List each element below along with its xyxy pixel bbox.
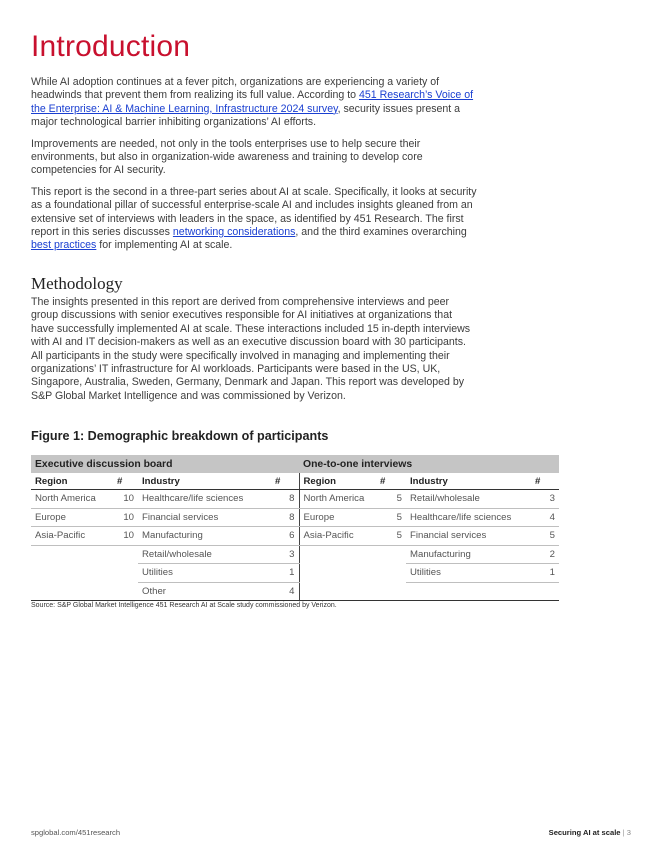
figure-source-note: Source: S&P Global Market Intelligence 451 Research AI at Scale study commissioned by Verizon.: [31, 602, 337, 609]
table-cell: Manufacturing: [406, 545, 531, 564]
table-cell: [376, 582, 406, 601]
table-cell: [531, 582, 559, 601]
networking-considerations-link[interactable]: networking considerations: [172, 226, 296, 239]
table-cell: Asia-Pacific: [31, 527, 113, 546]
table-group-header-row: [31, 455, 559, 473]
table-cell: Manufacturing: [138, 527, 271, 546]
table-cell: 2: [531, 545, 559, 564]
table-cell: 4: [531, 508, 559, 527]
table-cell: Healthcare/life sciences: [138, 490, 271, 509]
table-cell: Retail/wholesale: [138, 545, 271, 564]
intro-paragraph-3: This report is the second in a three-part series about AI at scale. Specifically, it looks at security as a foundational pillar of successful enterprise-scale AI and includes insights gleaned from an extensive set of interviews with leaders in the space, as identified by 451 Research. The first report in this series discusses networking considerations, and the third examines overarching best practices for implementing AI at scale.: [31, 185, 477, 252]
table-cell: 10: [113, 527, 138, 546]
footer-divider: |: [622, 828, 625, 837]
intro-section: [31, 76, 481, 261]
table-cell: [113, 582, 138, 601]
table-cell: Utilities: [406, 564, 531, 583]
table-cell: 3: [531, 490, 559, 509]
table-cell: [113, 564, 138, 583]
table-cell: [31, 564, 113, 583]
table-row: [31, 527, 559, 546]
col-header-industry: Industry: [406, 473, 531, 490]
table-cell: Utilities: [138, 564, 271, 583]
page-title: Introduction: [31, 30, 191, 63]
group-header-executive: Executive discussion board: [31, 455, 299, 473]
table-cell: Europe: [31, 508, 113, 527]
table-cell: 10: [113, 490, 138, 509]
best-practices-link[interactable]: best practices: [31, 239, 97, 252]
table-cell: [31, 545, 113, 564]
table-cell: [299, 582, 376, 601]
table-row: [31, 582, 559, 601]
table-cell: 1: [531, 564, 559, 583]
table-cell: Europe: [299, 508, 376, 527]
table-cell: Healthcare/life sciences: [406, 508, 531, 527]
methodology-paragraph: The insights presented in this report are derived from comprehensive interviews and peer group discussions with senior executives responsible for AI initiatives at organizations that have successfully implemented AI at scale. These interactions included 15 in-depth interviews with AI and IT decision-makers as well as an executive discussion board with 30 participants. All participants in the study were specifically involved in managing and implementing their organizations’ IT infrastructure for AI workloads. Participants were based in the US, UK, Singapore, Australia, Sweden, Germany, Denmark and Japan. This report was developed by S&P Global Market Intelligence and was commissioned by Verizon.: [31, 296, 471, 402]
col-header-count: #: [113, 473, 138, 490]
methodology-section: [31, 296, 471, 411]
table-cell: Retail/wholesale: [406, 490, 531, 509]
table-cell: [299, 545, 376, 564]
col-header-region: Region: [31, 473, 113, 490]
table-cell: Asia-Pacific: [299, 527, 376, 546]
page-number: 3: [626, 828, 631, 837]
demographics-table: [31, 455, 559, 601]
table-cell: [299, 564, 376, 583]
table-cell: 5: [376, 490, 406, 509]
table-cell: 5: [376, 508, 406, 527]
table-cell: 1: [271, 564, 299, 583]
group-header-interviews: One-to-one interviews: [299, 455, 559, 473]
table-cell: Financial services: [138, 508, 271, 527]
intro-paragraph-1: While AI adoption continues at a fever pitch, organizations are experiencing a variety of headwinds that prevent them from realizing its full value. According to 451 Research’s Voice of the Enterprise: AI & Machine Learning, Infrastructure 2024 survey, security issues present a major technological barrier inhibiting organizations’ AI efforts.: [31, 76, 474, 129]
table-row: [31, 564, 559, 583]
survey-link[interactable]: 451 Research’s Voice of the Enterprise: AI & Machine Learning, Infrastructure 2024 survey: [31, 89, 474, 115]
footer-doc-title: Securing AI at scale: [548, 828, 621, 837]
col-header-region: Region: [299, 473, 376, 490]
footer-page-info: [549, 828, 631, 837]
table-cell: 6: [271, 527, 299, 546]
table-cell: [31, 582, 113, 601]
table-row: [31, 508, 559, 527]
table-cell: 8: [271, 508, 299, 527]
table-cell: [113, 545, 138, 564]
table-row: [31, 490, 559, 509]
table-cell: 4: [271, 582, 299, 601]
table-cell: Other: [138, 582, 271, 601]
col-header-industry: Industry: [138, 473, 271, 490]
col-header-count: #: [271, 473, 299, 490]
table-cell: 5: [376, 527, 406, 546]
table-column-header-row: [31, 473, 559, 490]
table-cell: [376, 545, 406, 564]
table-cell: Financial services: [406, 527, 531, 546]
table-cell: 10: [113, 508, 138, 527]
table-cell: 3: [271, 545, 299, 564]
col-header-count: #: [531, 473, 559, 490]
table-cell: 8: [271, 490, 299, 509]
table-row: [31, 545, 559, 564]
intro-paragraph-2: Improvements are needed, not only in the tools enterprises use to help secure their environments, but also in organization-wide awareness and training to develop core competencies for AI security.: [31, 137, 423, 177]
col-header-count: #: [376, 473, 406, 490]
footer-url: spglobal.com/451research: [31, 828, 121, 837]
table-cell: North America: [299, 490, 376, 509]
table-cell: 5: [531, 527, 559, 546]
table-cell: North America: [31, 490, 113, 509]
methodology-heading: Methodology: [31, 274, 123, 293]
figure-title: Figure 1: Demographic breakdown of participants: [31, 429, 329, 443]
table-cell: [406, 582, 531, 601]
table-cell: [376, 564, 406, 583]
